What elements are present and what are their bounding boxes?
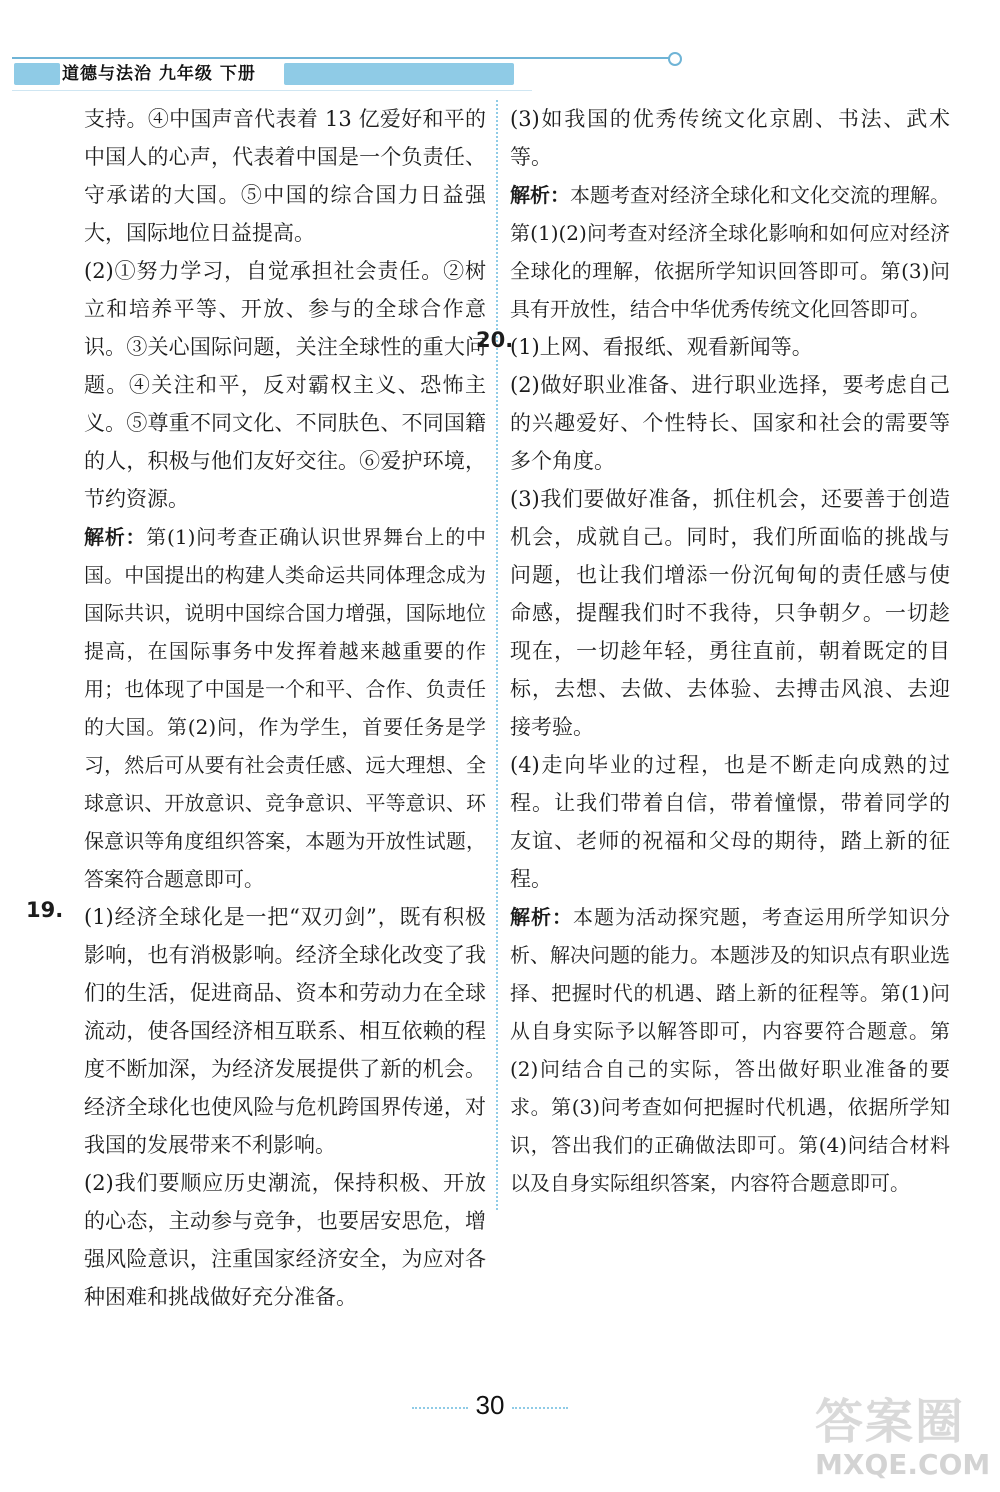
analysis-20 [510,898,950,1202]
header-accent-bar-right [284,63,514,85]
answer-18-part2: (2)①努力学习，自觉承担社会责任。②树立和培养平等、开放、参与的全球合作意识。③关心国际问题，关注全球性的重大问题。④关注和平，反对霸权主义、恐怖主义。⑤尊重不同文化、不同肤色、不同国籍的人，积极与他们友好交往。⑥爱护环境，节约资源。 [84,259,486,511]
left-column [26,100,486,1316]
answer-20-part1: (1)上网、看报纸、观看新闻等。 [510,335,813,359]
analysis-text: 本题为活动探究题，考查运用所学知识分析、解决问题的能力。本题涉及的知识点有职业选择、把握时代的机遇、踏上新的征程等。第(1)问从自身实际予以解答即可，内容要符合题意。第(2)问结合自己的实际，答出做好职业准备的要求。第(3)问考查如何把握时代机遇，依据所学知识，答出我们的正确做法即可。第(4)问结合材料以及自身实际组织答案，内容符合题意即可。 [510,905,950,1195]
page-number: 30 [475,1390,505,1420]
header-sub-rule [12,90,532,91]
question-number: 20. [476,328,514,352]
right-column [476,100,950,1202]
header-rule [12,57,672,59]
answer-19-part2: (2)我们要顺应历史潮流，保持积极、开放的心态，主动参与竞争，也要居安思危，增强风险意识，注重国家经济安全，为应对各种困难和挑战做好充分准备。 [84,1171,486,1309]
answer-18-part1-continued: 支持。④中国声音代表着 13 亿爱好和平的中国人的心声，代表着中国是一个负责任、守承诺的大国。⑤中国的综合国力日益强大，国际地位日益提高。 [84,107,486,245]
footer-ornament-right [512,1407,568,1413]
analysis-label: 解析： [84,525,147,549]
answer-20-part3: (3)我们要做好准备，抓住机会，还要善于创造机会，成就自己。同时，我们所面临的挑战与问题，也让我们增添一份沉甸甸的责任感与使命感，提醒我们时不我待，只争朝夕。一切趁现在，一切趁年轻，勇往直前，朝着既定的目标，去想、去做、去体验、去搏击风浪、去迎接考验。 [510,487,950,739]
answer-19-part1: (1)经济全球化是一把“双刃剑”，既有积极影响，也有消极影响。经济全球化改变了我们的生活，促进商品、资本和劳动力在全球流动，使各国经济相互联系、相互依赖的程度不断加深，为经济发展提供了新的机会。经济全球化也使风险与危机跨国界传递，对我国的发展带来不利影响。 [84,905,486,1157]
answer-19-part3: (3)如我国的优秀传统文化京剧、书法、武术等。 [510,107,950,169]
footer-ornament-left [412,1407,468,1413]
answer-20-part2: (2)做好职业准备、进行职业选择，要考虑自己的兴趣爱好、个性特长、国家和社会的需要等多个角度。 [510,373,950,473]
analysis-label: 解析： [510,183,570,207]
analysis-text: 第(1)问考查正确认识世界舞台上的中国。中国提出的构建人类命运共同体理念成为国际共识，说明中国综合国力增强，国际地位提高，在国际事务中发挥着越来越重要的作用；也体现了中国是一个和平、合作、负责任的大国。第(2)问，作为学生，首要任务是学习，然后可从要有社会责任感、远大理想、全球意识、开放意识、竞争意识、平等意识、环保意识等角度组织答案，本题为开放性试题，答案符合题意即可。 [84,525,486,891]
page-header [0,0,1000,100]
question-number: 19. [26,898,64,922]
question-19 [26,898,486,1164]
analysis-18 [26,518,486,898]
analysis-19 [510,176,950,328]
question-20 [476,328,950,366]
analysis-label: 解析： [510,905,573,929]
analysis-text: 本题考查对经济全球化和文化交流的理解。第(1)(2)问考查对经济全球化影响和如何应对经济全球化的理解，依据所学知识回答即可。第(3)问具有开放性，结合中华优秀传统文化回答即可。 [510,183,950,321]
watermark-domain: MXQE.COM [815,1448,991,1481]
column-divider [496,100,498,1210]
header-title: 道德与法治 九年级 下册 [62,64,256,84]
answer-20-part4: (4)走向毕业的过程，也是不断走向成熟的过程。让我们带着自信，带着憧憬，带着同学的友谊、老师的祝福和父母的期待，踏上新的征程。 [510,753,950,891]
header-accent-bar-left [14,63,60,85]
header-rule-end-dot [668,52,682,66]
watermark-logo-text: 答案圈 [815,1394,966,1450]
site-watermark [815,1395,990,1487]
